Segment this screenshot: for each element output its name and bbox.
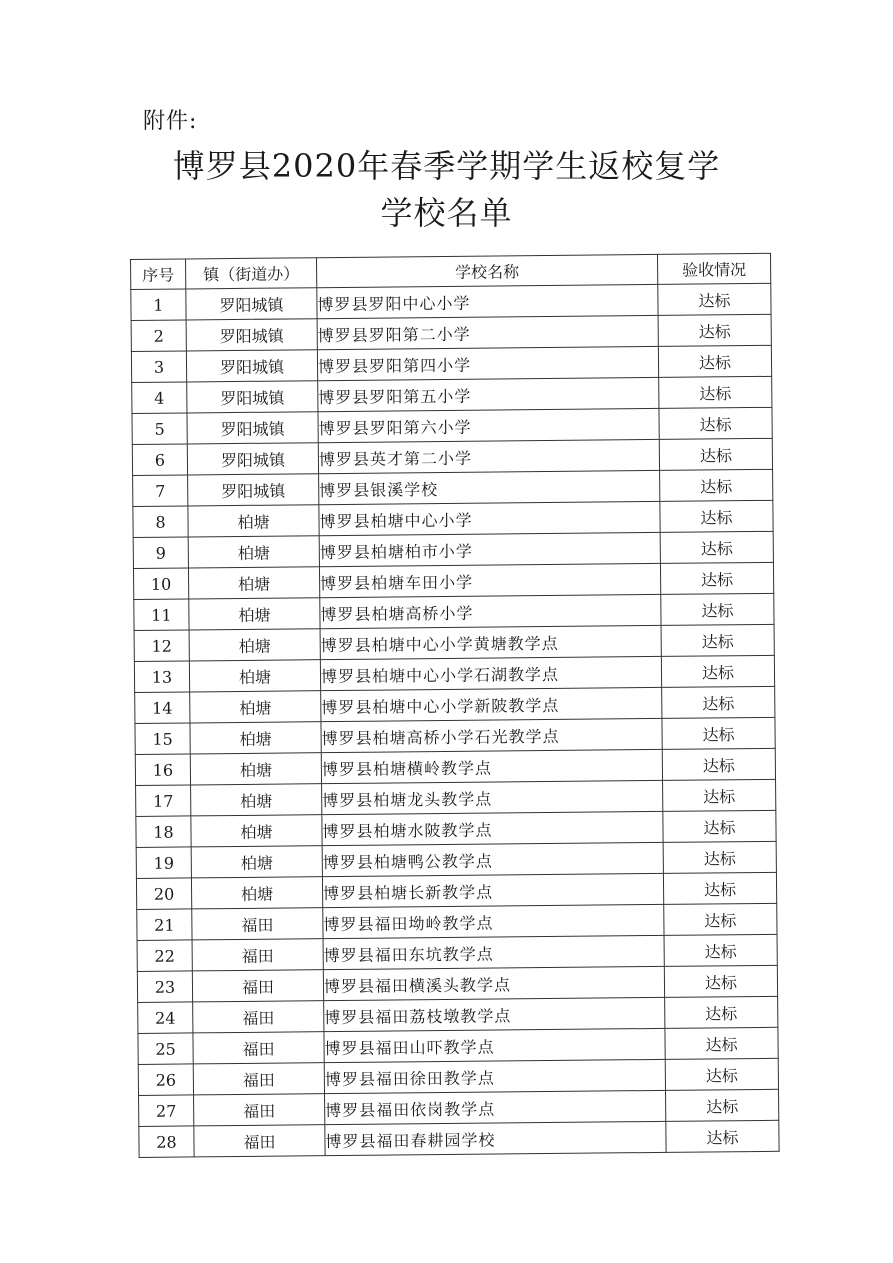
cell-acceptance-status: 达标 bbox=[666, 1089, 779, 1121]
cell-town: 罗阳城镇 bbox=[188, 474, 319, 506]
cell-town: 罗阳城镇 bbox=[186, 288, 317, 320]
cell-town: 福田 bbox=[193, 1032, 324, 1064]
cell-town: 柏塘 bbox=[191, 784, 322, 816]
table-row bbox=[139, 1120, 779, 1157]
cell-town: 柏塘 bbox=[191, 846, 322, 878]
cell-town: 罗阳城镇 bbox=[187, 381, 318, 413]
cell-serial-number: 19 bbox=[136, 847, 191, 879]
cell-town: 柏塘 bbox=[191, 815, 322, 847]
cell-town: 柏塘 bbox=[191, 877, 322, 909]
cell-school-name: 博罗县福田春耕园学校 bbox=[325, 1121, 666, 1155]
cell-serial-number: 18 bbox=[136, 816, 191, 848]
cell-serial-number: 20 bbox=[136, 878, 191, 910]
cell-acceptance-status: 达标 bbox=[658, 314, 771, 346]
cell-school-name: 博罗县柏塘龙头教学点 bbox=[322, 780, 663, 814]
cell-school-name: 博罗县柏塘高桥小学石光教学点 bbox=[321, 718, 662, 752]
cell-acceptance-status: 达标 bbox=[661, 593, 774, 625]
cell-school-name: 博罗县柏塘中心小学石湖教学点 bbox=[320, 656, 661, 690]
cell-school-name: 博罗县柏塘中心小学 bbox=[319, 501, 660, 535]
cell-acceptance-status: 达标 bbox=[664, 903, 777, 935]
cell-town: 福田 bbox=[194, 1094, 325, 1126]
cell-school-name: 博罗县罗阳第五小学 bbox=[318, 377, 659, 411]
cell-school-name: 博罗县银溪学校 bbox=[319, 470, 660, 504]
cell-town: 柏塘 bbox=[189, 629, 320, 661]
cell-acceptance-status: 达标 bbox=[658, 283, 771, 315]
cell-acceptance-status: 达标 bbox=[663, 810, 776, 842]
cell-serial-number: 10 bbox=[133, 568, 188, 600]
cell-town: 罗阳城镇 bbox=[187, 412, 318, 444]
cell-school-name: 博罗县柏塘鸭公教学点 bbox=[322, 842, 663, 876]
header-school-name: 学校名称 bbox=[316, 254, 657, 287]
cell-school-name: 博罗县柏塘高桥小学 bbox=[320, 594, 661, 628]
cell-acceptance-status: 达标 bbox=[665, 996, 778, 1028]
cell-town: 福田 bbox=[192, 970, 323, 1002]
cell-town: 柏塘 bbox=[188, 567, 319, 599]
cell-school-name: 博罗县福田依岗教学点 bbox=[325, 1090, 666, 1124]
document-title-line1: 博罗县2020年春季学期学生返校复学 bbox=[172, 147, 721, 185]
cell-serial-number: 28 bbox=[139, 1126, 194, 1158]
cell-school-name: 博罗县柏塘水陂教学点 bbox=[322, 811, 663, 845]
cell-serial-number: 2 bbox=[131, 320, 186, 352]
cell-serial-number: 22 bbox=[137, 940, 192, 972]
cell-school-name: 博罗县福田荔枝墩教学点 bbox=[324, 997, 665, 1031]
header-serial-number: 序号 bbox=[131, 259, 186, 290]
cell-acceptance-status: 达标 bbox=[660, 500, 773, 532]
cell-acceptance-status: 达标 bbox=[666, 1120, 779, 1152]
cell-acceptance-status: 达标 bbox=[659, 376, 772, 408]
cell-serial-number: 17 bbox=[136, 785, 191, 817]
cell-serial-number: 8 bbox=[133, 506, 188, 538]
cell-serial-number: 6 bbox=[132, 444, 187, 476]
cell-serial-number: 25 bbox=[138, 1033, 193, 1065]
cell-serial-number: 27 bbox=[139, 1095, 194, 1127]
cell-serial-number: 14 bbox=[135, 692, 190, 724]
cell-acceptance-status: 达标 bbox=[660, 469, 773, 501]
cell-town: 福田 bbox=[192, 908, 323, 940]
cell-school-name: 博罗县柏塘长新教学点 bbox=[322, 873, 663, 907]
cell-school-name: 博罗县福田坳岭教学点 bbox=[323, 904, 664, 938]
cell-town: 柏塘 bbox=[189, 598, 320, 630]
cell-school-name: 博罗县罗阳第二小学 bbox=[317, 315, 658, 349]
cell-acceptance-status: 达标 bbox=[663, 872, 776, 904]
cell-serial-number: 23 bbox=[137, 971, 192, 1003]
cell-school-name: 博罗县英才第二小学 bbox=[318, 439, 659, 473]
cell-acceptance-status: 达标 bbox=[663, 841, 776, 873]
cell-acceptance-status: 达标 bbox=[662, 686, 775, 718]
cell-acceptance-status: 达标 bbox=[665, 1058, 778, 1090]
cell-town: 罗阳城镇 bbox=[186, 319, 317, 351]
cell-serial-number: 26 bbox=[138, 1064, 193, 1096]
cell-town: 福田 bbox=[193, 1001, 324, 1033]
cell-school-name: 博罗县福田山吓教学点 bbox=[324, 1028, 665, 1062]
cell-acceptance-status: 达标 bbox=[664, 965, 777, 997]
cell-serial-number: 7 bbox=[133, 475, 188, 507]
cell-acceptance-status: 达标 bbox=[662, 748, 775, 780]
cell-school-name: 博罗县柏塘柏市小学 bbox=[319, 532, 660, 566]
cell-town: 福田 bbox=[194, 1125, 325, 1157]
cell-acceptance-status: 达标 bbox=[661, 624, 774, 656]
cell-acceptance-status: 达标 bbox=[660, 531, 773, 563]
cell-school-name: 博罗县福田横溪头教学点 bbox=[323, 966, 664, 1000]
document-title-line2: 学校名单 bbox=[380, 194, 513, 232]
cell-serial-number: 16 bbox=[135, 754, 190, 786]
cell-school-name: 博罗县福田徐田教学点 bbox=[324, 1059, 665, 1093]
table-body bbox=[131, 283, 779, 1157]
cell-school-name: 博罗县罗阳第四小学 bbox=[317, 346, 658, 380]
cell-town: 柏塘 bbox=[190, 691, 321, 723]
cell-school-name: 博罗县柏塘中心小学黄塘教学点 bbox=[320, 625, 661, 659]
cell-school-name: 博罗县柏塘横岭教学点 bbox=[321, 749, 662, 783]
cell-serial-number: 1 bbox=[131, 289, 186, 321]
cell-acceptance-status: 达标 bbox=[664, 934, 777, 966]
header-acceptance-status: 验收情况 bbox=[657, 253, 770, 284]
cell-serial-number: 9 bbox=[133, 537, 188, 569]
cell-school-name: 博罗县罗阳中心小学 bbox=[317, 284, 658, 318]
cell-acceptance-status: 达标 bbox=[659, 407, 772, 439]
school-list-table bbox=[130, 253, 780, 1158]
cell-town: 柏塘 bbox=[188, 505, 319, 537]
cell-town: 福田 bbox=[193, 1063, 324, 1095]
cell-acceptance-status: 达标 bbox=[660, 562, 773, 594]
cell-town: 柏塘 bbox=[188, 536, 319, 568]
attachment-label: 附件: bbox=[143, 109, 198, 134]
cell-serial-number: 21 bbox=[137, 909, 192, 941]
cell-serial-number: 13 bbox=[134, 661, 189, 693]
cell-town: 柏塘 bbox=[189, 660, 320, 692]
cell-serial-number: 3 bbox=[131, 351, 186, 383]
cell-town: 罗阳城镇 bbox=[186, 350, 317, 382]
cell-serial-number: 15 bbox=[135, 723, 190, 755]
cell-serial-number: 12 bbox=[134, 630, 189, 662]
cell-serial-number: 24 bbox=[138, 1002, 193, 1034]
cell-town: 柏塘 bbox=[190, 753, 321, 785]
cell-school-name: 博罗县福田东坑教学点 bbox=[323, 935, 664, 969]
cell-acceptance-status: 达标 bbox=[663, 779, 776, 811]
cell-acceptance-status: 达标 bbox=[658, 345, 771, 377]
cell-acceptance-status: 达标 bbox=[662, 717, 775, 749]
cell-town: 柏塘 bbox=[190, 722, 321, 754]
cell-town: 福田 bbox=[192, 939, 323, 971]
cell-acceptance-status: 达标 bbox=[661, 655, 774, 687]
cell-acceptance-status: 达标 bbox=[659, 438, 772, 470]
cell-serial-number: 11 bbox=[134, 599, 189, 631]
cell-serial-number: 4 bbox=[132, 382, 187, 414]
cell-serial-number: 5 bbox=[132, 413, 187, 445]
cell-acceptance-status: 达标 bbox=[665, 1027, 778, 1059]
cell-town: 罗阳城镇 bbox=[187, 443, 318, 475]
cell-school-name: 博罗县柏塘车田小学 bbox=[319, 563, 660, 597]
cell-school-name: 博罗县柏塘中心小学新陂教学点 bbox=[321, 687, 662, 721]
header-town: 镇（街道办） bbox=[186, 258, 317, 289]
cell-school-name: 博罗县罗阳第六小学 bbox=[318, 408, 659, 442]
